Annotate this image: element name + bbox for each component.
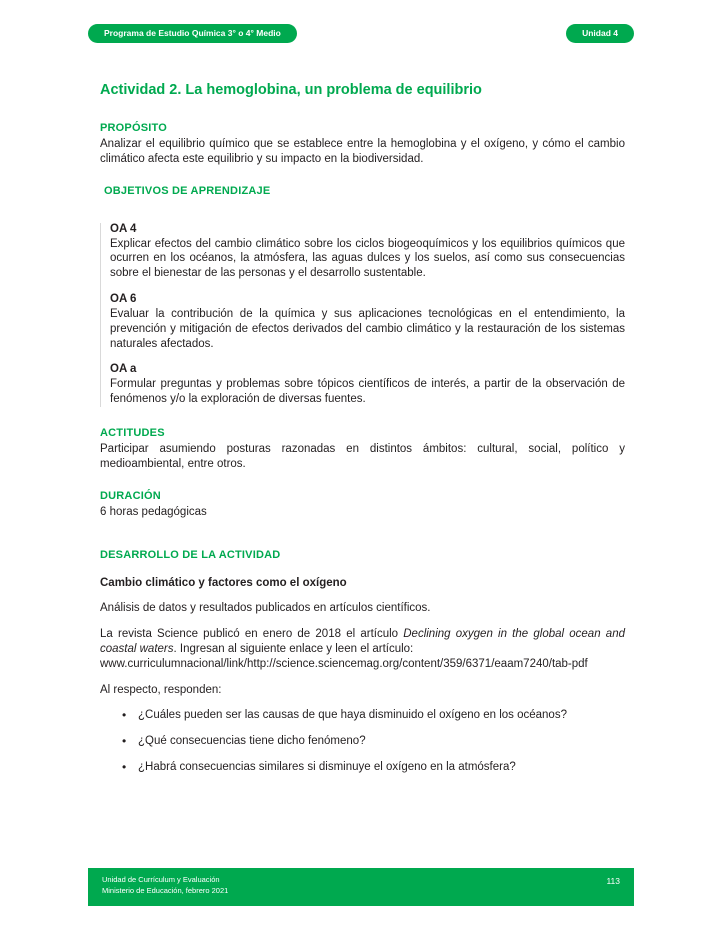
article-link[interactable]: www.curriculumnacional/link/http://science.sciencemag.org/content/359/6371/eaam7240/tab-pdf	[100, 657, 588, 670]
para2-suffix: . Ingresan al siguiente enlace y leen el artículo:	[173, 642, 414, 655]
oa-item	[110, 363, 625, 407]
duracion-heading: DURACIÓN	[100, 489, 161, 502]
document-content	[100, 82, 625, 793]
activity-title: Actividad 2. La hemoglobina, un problema de equilibrio	[100, 82, 482, 98]
para2-prefix: La revista Science publicó en enero de 2018 el artículo	[100, 628, 404, 641]
program-badge	[88, 24, 297, 43]
unit-badge	[566, 24, 634, 43]
actitudes-heading: ACTITUDES	[100, 426, 165, 439]
section-objetivos	[100, 185, 625, 407]
oa-text: Explicar efectos del cambio climático sobre los ciclos biogeoquímicos y los equilibrios químicos que ocurren en los océanos, la atmósfera, las aguas dulces y los suelos, así como sus consecuencias sobre el bienestar de las personas y el desarrollo sustentable.	[110, 237, 625, 280]
section-duracion	[100, 490, 625, 520]
question-item: • ¿Qué consecuencias tiene dicho fenómeno?	[122, 734, 625, 749]
section-proposito	[100, 122, 625, 167]
question-list	[100, 708, 625, 774]
question-item: • ¿Cuáles pueden ser las causas de que haya disminuido el oxígeno en los océanos?	[122, 708, 625, 723]
oa-label: OA a	[110, 363, 137, 376]
objetivos-heading: OBJETIVOS DE APRENDIZAJE	[104, 184, 271, 197]
objetivos-list	[100, 223, 625, 407]
duracion-body: 6 horas pedagógicas	[100, 505, 207, 518]
footer-line2: Ministerio de Educación, febrero 2021	[102, 885, 229, 895]
page-footer	[88, 868, 634, 906]
proposito-body: Analizar el equilibrio químico que se establece entre la hemoglobina y el oxígeno, y cómo el cambio climático afecta este equilibrio y su impacto en la biodiversidad.	[100, 138, 625, 165]
desarrollo-para3: Al respecto, responden:	[100, 683, 222, 696]
oa-label: OA 6	[110, 292, 137, 305]
desarrollo-para2	[100, 627, 625, 671]
actitudes-body: Participar asumiendo posturas razonadas en distintos ámbitos: cultural, social, político y medioambiental, entre otros.	[100, 442, 625, 470]
article-title: Declining oxygen in the global ocean and coastal waters	[100, 628, 625, 655]
desarrollo-subheading: Cambio climático y factores como el oxígeno	[100, 577, 347, 590]
section-desarrollo	[100, 549, 625, 774]
proposito-heading: PROPÓSITO	[100, 122, 167, 134]
footer-line1: Unidad de Currículum y Evaluación	[102, 875, 220, 884]
desarrollo-para1: Análisis de datos y resultados publicados en artículos científicos.	[100, 602, 431, 615]
question-item: • ¿Habrá consecuencias similares si disminuye el oxígeno en la atmósfera?	[122, 760, 625, 775]
desarrollo-heading: DESARROLLO DE LA ACTIVIDAD	[100, 549, 281, 562]
oa-label: OA 4	[110, 222, 137, 235]
footer-credits	[102, 875, 228, 906]
oa-text: Formular preguntas y problemas sobre tópicos científicos de interés, a partir de la observación de fenómenos y/o la exploración de diversas fuentes.	[110, 378, 625, 406]
page-header	[88, 24, 634, 43]
program-badge-label: Programa de Estudio Química 3° o 4° Medio	[104, 28, 281, 38]
oa-text: Evaluar la contribución de la química y sus aplicaciones tecnológicas en el entendimiento, la prevención y mitigación de efectos derivados del cambio climático y la restauración de los sistemas naturales afectados.	[110, 307, 625, 350]
unit-badge-label: Unidad 4	[582, 28, 618, 38]
oa-item	[110, 223, 625, 281]
section-actitudes	[100, 427, 625, 472]
oa-item	[110, 293, 625, 351]
page-number: 113	[606, 876, 620, 886]
